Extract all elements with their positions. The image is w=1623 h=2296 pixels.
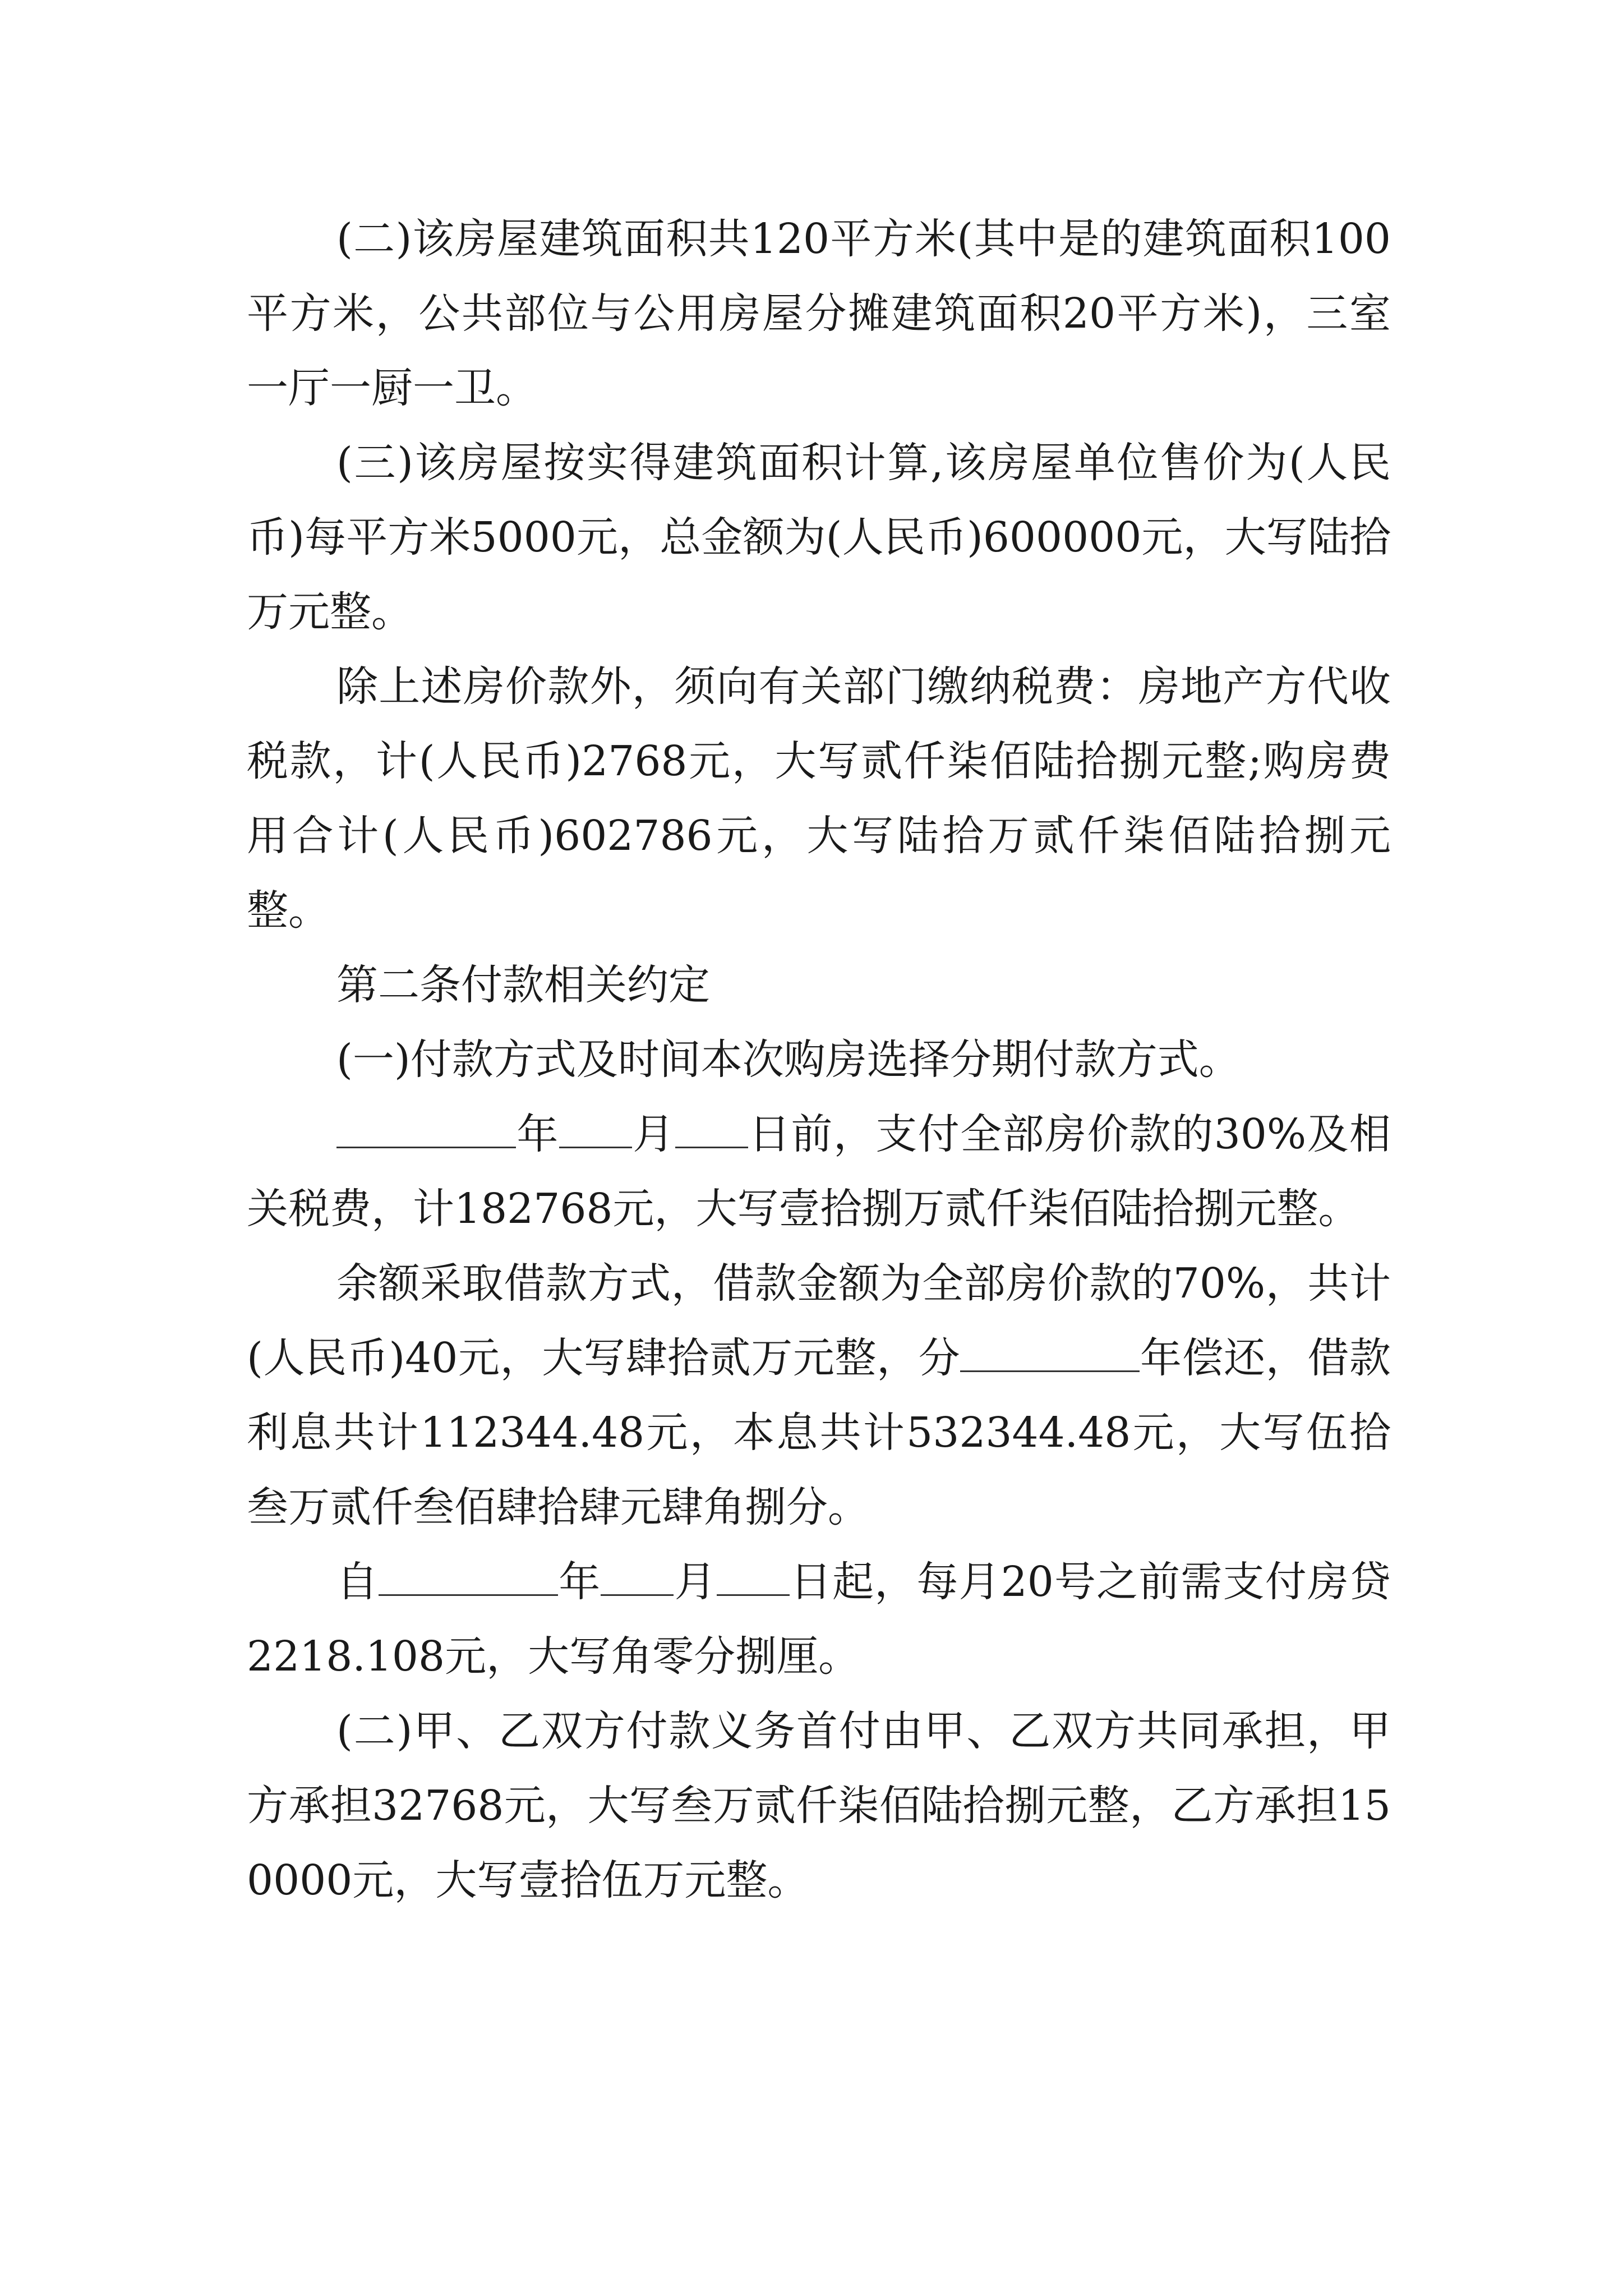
monthly-payment-text: 日起，每月20号之前需支付房贷2218.108元，大写角零分捌厘。	[247, 1558, 1391, 1681]
paragraph-loan	[247, 1246, 1391, 1545]
loan-text-before: 余额采取借款方式，借款金额为全部房价款的70%，共计(人民币)40元，大写肆拾贰万元整，分	[247, 1259, 1391, 1382]
paragraph-building-area: (二)该房屋建筑面积共120平方米(其中是的建筑面积100平方米，公共部位与公用房屋分摊建筑面积20平方米)，三室一厅一厨一卫。	[247, 215, 1391, 412]
year-label: 年	[516, 1110, 559, 1158]
blank-loan-years-field[interactable]	[960, 1331, 1140, 1372]
paragraph-down-payment	[247, 1097, 1391, 1246]
down-payment-text: 日前，支付全部房价款的30%及相关税费，计182768元，大写壹拾捌万贰仟柒佰陆拾捌元整。	[247, 1110, 1391, 1233]
paragraph-unit-price: (三)该房屋按实得建筑面积计算,该房屋单位售价为(人民币)每平方米5000元，总金额为(人民币)600000元，大写陆拾万元整。	[247, 439, 1391, 636]
monthly-prefix: 自	[336, 1558, 379, 1606]
loan-text-after: 年偿还，借款利息共计112344.48元，本息共计532344.48元，大写伍拾叁万贰仟叁佰肆拾肆元肆角捌分。	[247, 1334, 1391, 1531]
blank-month-field[interactable]	[559, 1107, 632, 1148]
document-body	[247, 202, 1391, 1918]
paragraph-obligations: (二)甲、乙双方付款义务首付由甲、乙双方共同承担，甲方承担32768元，大写叁万贰仟柒佰陆拾捌元整，乙方承担150000元，大写壹拾伍万元整。	[247, 1707, 1391, 1904]
section-heading-payment: 第二条付款相关约定	[336, 961, 710, 1009]
paragraph-payment-method: (一)付款方式及时间本次购房选择分期付款方式。	[336, 1036, 1241, 1084]
month-label: 月	[631, 1110, 675, 1158]
blank-day-field[interactable]	[675, 1107, 748, 1148]
paragraph-taxes: 除上述房价款外，须向有关部门缴纳税费：房地产方代收税款，计(人民币)2768元，大写贰仟柒佰陆拾捌元整;购房费用合计(人民币)602786元，大写陆拾万贰仟柒佰陆拾捌元整。	[247, 662, 1391, 935]
blank-start-day-field[interactable]	[717, 1555, 790, 1596]
blank-year-field[interactable]	[336, 1107, 516, 1148]
monthly-month-label: 月	[674, 1558, 717, 1606]
paragraph-monthly-payment	[247, 1545, 1391, 1694]
blank-start-year-field[interactable]	[379, 1555, 558, 1596]
blank-start-month-field[interactable]	[601, 1555, 674, 1596]
monthly-year-label: 年	[558, 1558, 601, 1606]
